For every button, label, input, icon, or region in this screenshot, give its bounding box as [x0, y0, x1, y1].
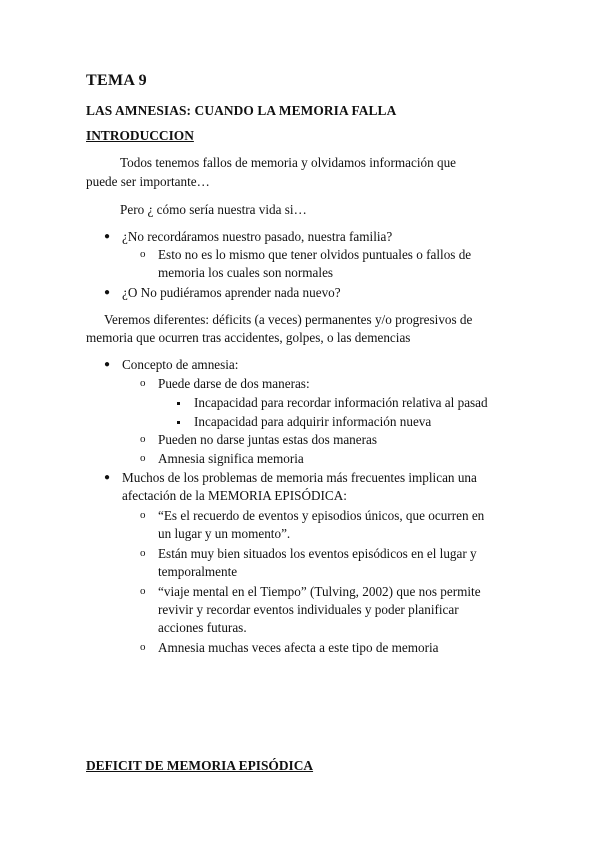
- sub-bullet-marker: o: [140, 433, 146, 445]
- bullet-marker: ●: [104, 472, 111, 483]
- section-heading-deficit: DEFICIT DE MEMORIA EPISÓDICA: [86, 758, 314, 773]
- list-item: Amnesia muchas veces afecta a este tipo de memoria: [158, 640, 439, 655]
- list-item: “viaje mental en el Tiempo” (Tulving, 2002) que nos permite: [158, 584, 481, 599]
- list-item: afectación de la MEMORIA EPISÓDICA:: [122, 488, 347, 503]
- sub-bullet-marker: o: [140, 641, 146, 653]
- list-item: Muchos de los problemas de memoria más frecuentes implican una: [122, 470, 477, 485]
- list-item: Incapacidad para adquirir información nueva: [194, 414, 432, 429]
- list-item: Incapacidad para recordar información relativa al pasad: [194, 395, 488, 410]
- sub-bullet-marker: o: [140, 509, 146, 521]
- body-paragraph-line: memoria que ocurren tras accidentes, golpes, o las demencias: [86, 330, 411, 345]
- sub-bullet-marker: o: [140, 547, 146, 559]
- list-item: un lugar y un momento”.: [158, 526, 291, 541]
- list-item: memoria los cuales son normales: [158, 265, 334, 280]
- list-item: ¿O No pudiéramos aprender nada nuevo?: [122, 285, 341, 300]
- list-item: acciones futuras.: [158, 620, 247, 635]
- body-paragraph-line: Veremos diferentes: déficits (a veces) permanentes y/o progresivos de: [104, 312, 473, 327]
- list-item: Están muy bien situados los eventos episódicos en el lugar y: [158, 546, 477, 561]
- square-bullet-marker: [177, 402, 180, 405]
- intro-question-lead: Pero ¿ cómo sería nuestra vida si…: [120, 202, 307, 217]
- bullet-marker: ●: [104, 231, 111, 242]
- sub-bullet-marker: o: [140, 585, 146, 597]
- intro-paragraph-line: Todos tenemos fallos de memoria y olvidamos información que: [120, 155, 457, 170]
- intro-paragraph-line: puede ser importante…: [86, 174, 210, 189]
- list-item: temporalmente: [158, 564, 238, 579]
- list-item: Puede darse de dos maneras:: [158, 376, 310, 391]
- bullet-marker: ●: [104, 287, 111, 298]
- list-item: ¿No recordáramos nuestro pasado, nuestra familia?: [122, 229, 393, 244]
- document-subtitle: LAS AMNESIAS: CUANDO LA MEMORIA FALLA: [86, 103, 397, 118]
- sub-bullet-marker: o: [140, 248, 146, 260]
- list-item: revivir y recordar eventos individuales y poder planificar: [158, 602, 459, 617]
- list-item: Concepto de amnesia:: [122, 357, 239, 372]
- sub-bullet-marker: o: [140, 377, 146, 389]
- list-item: Amnesia significa memoria: [158, 451, 304, 466]
- list-item: Pueden no darse juntas estas dos maneras: [158, 432, 378, 447]
- square-bullet-marker: [177, 421, 180, 424]
- list-item: Esto no es lo mismo que tener olvidos puntuales o fallos de: [158, 247, 472, 262]
- document-title: TEMA 9: [86, 72, 147, 89]
- list-item: “Es el recuerdo de eventos y episodios únicos, que ocurren en: [158, 508, 485, 523]
- bullet-marker: ●: [104, 359, 111, 370]
- section-heading-introduccion: INTRODUCCION: [86, 128, 194, 143]
- sub-bullet-marker: o: [140, 452, 146, 464]
